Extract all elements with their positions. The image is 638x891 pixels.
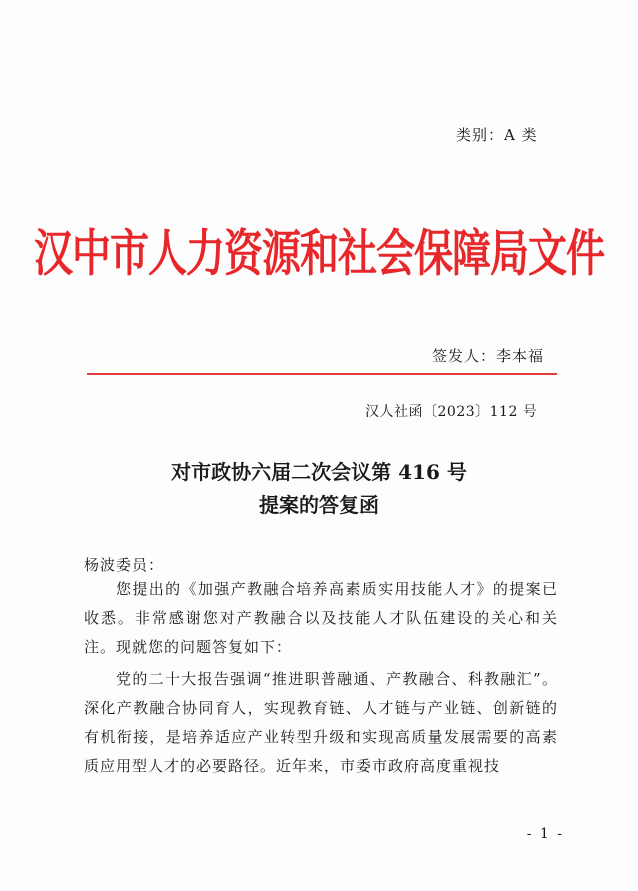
category-label: 类别：A 类 — [456, 126, 538, 144]
signer-label: 签发人：李本福 — [432, 347, 545, 365]
page-number-row — [0, 826, 638, 842]
body-paragraph: 您提出的《加强产教融合培养高素质实用技能人才》的提案已收悉。非常感谢您对产教融合以及技能人才队伍建设的关心和关注。现就您的问题答复如下： — [84, 580, 558, 656]
salutation: 杨波委员： — [84, 556, 165, 574]
document-number: 汉人社函〔2023〕112 号 — [365, 404, 538, 420]
red-divider — [87, 373, 557, 375]
page-number: - 1 - — [526, 826, 564, 842]
document-title-line1: 对市政协六届二次会议第 416 号 — [171, 460, 467, 484]
document-title-line2: 提案的答复函 — [259, 493, 379, 517]
masthead-title: 汉中市人力资源和社会保障局文件 — [33, 225, 604, 284]
body-paragraph: 党的二十大报告强调“推进职普融通、产教融合、科教融汇”。深化产教融合协同育人，实现教育链、人才链与产业链、创新链的有机衔接，是培养适应产业转型升级和实现高质量发展需要的高素质应用型人才的必要路径。近年来，市委市政府高度重视技 — [84, 670, 558, 775]
